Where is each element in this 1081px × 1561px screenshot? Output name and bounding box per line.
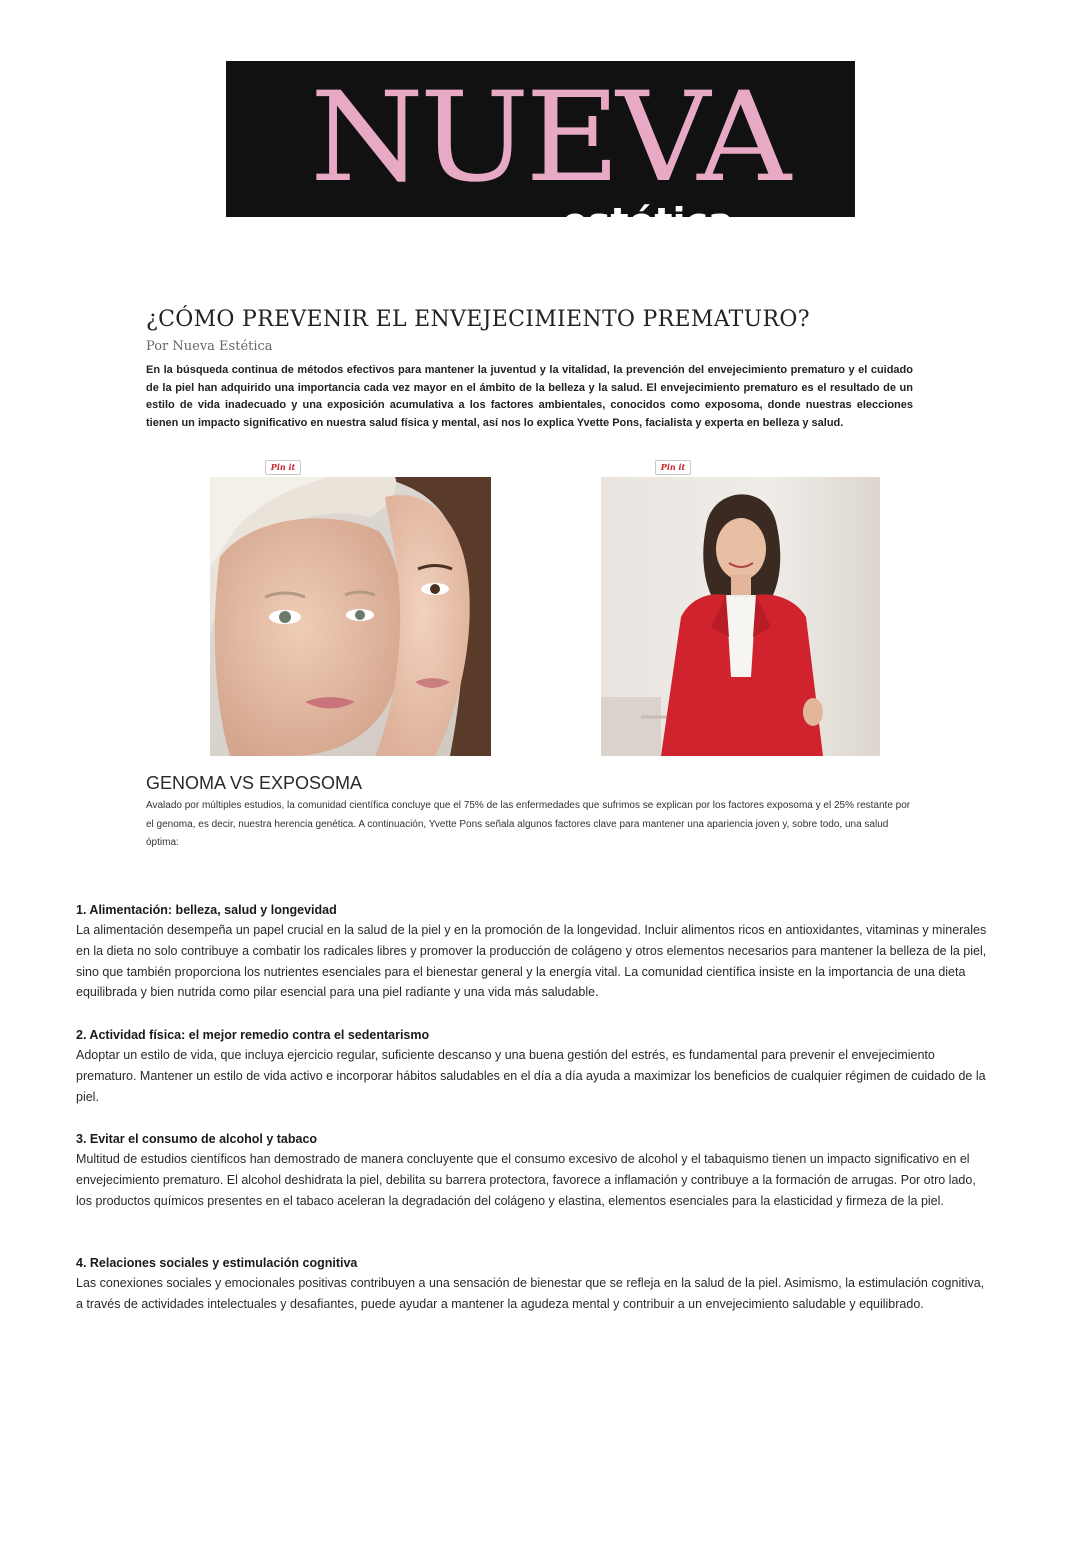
- article-byline: Por Nueva Estética: [146, 339, 273, 354]
- list-item: [76, 1025, 988, 1107]
- list-item: [76, 1253, 988, 1315]
- list-item: [76, 900, 988, 1003]
- item-text: Las conexiones sociales y emocionales positivas contribuyen a una sensación de bienestar que se refleja en la salud de la piel. Asimismo, la estimulación cognitiva, a través de actividades intelectuales y desafiantes, puede ayudar a mantener la agudeza mental y contribuir a un envejecimiento saludable y equilibrado.: [76, 1276, 985, 1311]
- pin-it-button[interactable]: Pin it: [265, 460, 301, 475]
- item-text: La alimentación desempeña un papel crucial en la salud de la piel y en la promoción de la longevidad. Incluir alimentos ricos en antioxidantes, vitaminas y minerales en la dieta no solo contribuye a combatir los radicales libres y promover la producción de colágeno y otros elementos necesarios para mantener la belleza de la piel, sino que también proporciona los nutrientes esenciales para el bienestar general y la energía vital. La comunidad científica insiste en la importancia de una dieta equilibrada y bien nutrida como pilar esencial para una piel radiante y una vida más saludable.: [76, 923, 987, 1000]
- list-item: [76, 1129, 988, 1211]
- pin-it-button[interactable]: Pin it: [655, 460, 691, 475]
- masthead-logo: [226, 61, 855, 244]
- item-text: Multitud de estudios científicos han demostrado de manera concluyente que el consumo excesivo de alcohol y el tabaquismo tienen un impacto significativo en el envejecimiento prematuro. El alcohol deshidrata la piel, debilita su barrera protectora, favorece a inflamación y contribuye a la formación de arrugas. Por otro lado, los productos químicos presentes en el tabaco aceleran la degradación del colágeno y elastina, elementos esenciales para la elasticidad y firmeza de la piel.: [76, 1152, 976, 1208]
- section-body: Avalado por múltiples estudios, la comunidad científica concluye que el 75% de las enfermedades que sufrimos se explican por los factores exposoma y el 25% restante por el genoma, es decir, nuestra herencia genética. A continuación, Yvette Pons señala algunos factores clave para mantener una apariencia joven y, sobre todo, una salud óptima:: [146, 800, 911, 848]
- woman-red-suit-photo: [601, 477, 880, 756]
- item-text: Adoptar un estilo de vida, que incluya ejercicio regular, suficiente descanso y una buena gestión del estrés, es fundamental para prevenir el envejecimiento prematuro. Mantener un estilo de vida activo e incorporar hábitos saludables en el día a día ayuda a maximizar los beneficios de cualquier régimen de cuidado de la piel.: [76, 1048, 986, 1104]
- brand-subtitle: estética: [562, 200, 734, 244]
- article-title: ¿CÓMO PREVENIR EL ENVEJECIMIENTO PREMATURO?: [146, 307, 810, 332]
- item-heading: 4. Relaciones sociales y estimulación cognitiva: [76, 1256, 358, 1270]
- two-women-faces-photo: [210, 477, 491, 756]
- item-heading: 2. Actividad física: el mejor remedio contra el sedentarismo: [76, 1028, 430, 1042]
- item-heading: 3. Evitar el consumo de alcohol y tabaco: [76, 1132, 318, 1146]
- section-title: GENOMA VS EXPOSOMA: [146, 773, 363, 793]
- brand-name: NUEVA: [310, 66, 787, 210]
- article-lead: En la búsqueda continua de métodos efectivos para mantener la juventud y la vitalidad, la prevención del envejecimiento prematuro y el cuidado de la piel han adquirido una importancia cada vez mayor en el ámbito de la belleza y la salud. El envejecimiento prematuro es el resultado de un estilo de vida inadecuado y una exposición acumulativa a los factores ambientales, conocidos como exposoma, donde nuestras elecciones tienen un impacto significativo en nuestra salud física y mental, así nos lo explica Yvette Pons, facialista y experta en belleza y salud.: [146, 364, 913, 429]
- item-heading: 1. Alimentación: belleza, salud y longevidad: [76, 903, 337, 917]
